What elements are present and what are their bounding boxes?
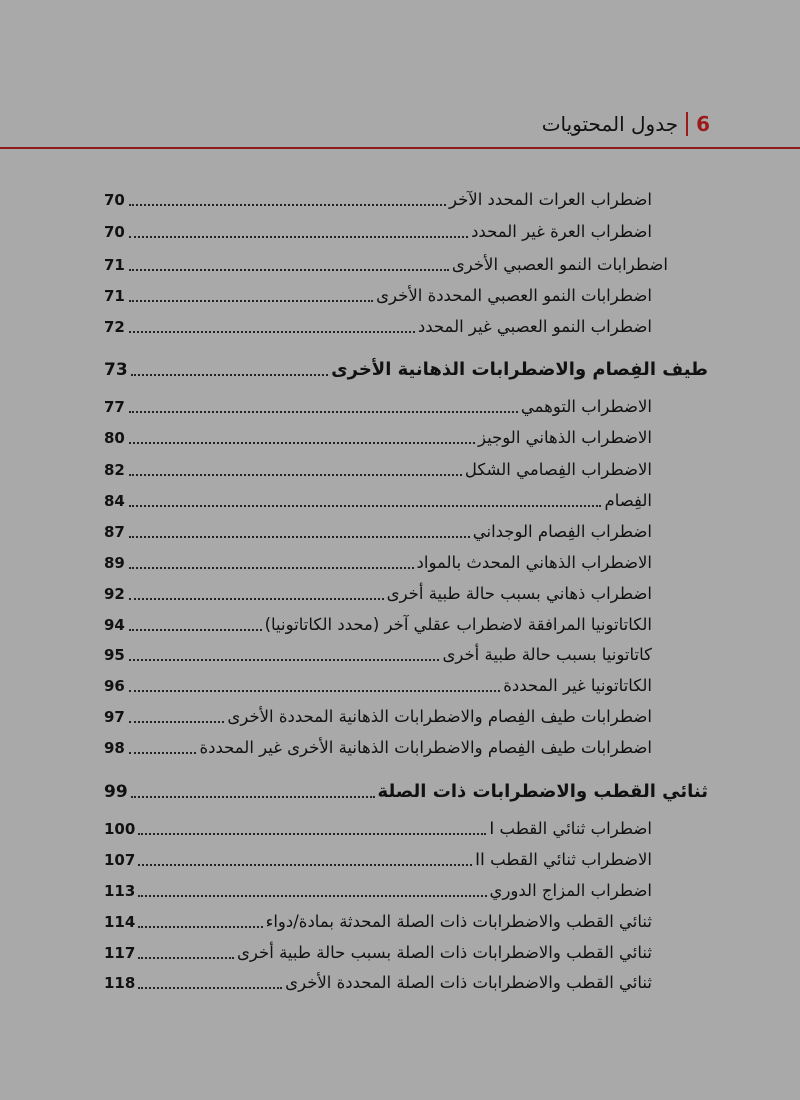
toc-page-number: 92 bbox=[104, 585, 125, 603]
dot-leader bbox=[129, 474, 462, 476]
toc-page-number: 99 bbox=[104, 782, 128, 802]
toc-page-number: 97 bbox=[104, 708, 125, 726]
toc-page-number: 89 bbox=[104, 554, 125, 572]
dot-leader bbox=[129, 442, 475, 444]
toc-page-number: 84 bbox=[104, 492, 125, 510]
dot-leader bbox=[138, 833, 486, 835]
dot-leader bbox=[138, 987, 282, 989]
toc-entry-row bbox=[104, 251, 668, 277]
toc-page-number: 100 bbox=[104, 820, 136, 838]
toc-entry-row bbox=[104, 549, 652, 575]
toc-page-number: 113 bbox=[104, 882, 136, 900]
toc-entry-row bbox=[104, 703, 652, 729]
toc-entry-row bbox=[104, 877, 652, 903]
toc-entry-title: ثنائي القطب والاضطرابات ذات الصلة المحددة الأخرى bbox=[285, 973, 652, 992]
toc-entry-row bbox=[104, 939, 652, 965]
toc-entry-title: الفِصام bbox=[604, 491, 652, 510]
toc-entry-title: اضطرابات طيف الفِصام والاضطرابات الذهانية الأخرى غير المحددة bbox=[199, 738, 652, 757]
toc-entry-title: ثنائي القطب والاضطرابات ذات الصلة bbox=[377, 781, 708, 802]
toc-entry-title: اضطراب ثنائي القطب I bbox=[489, 819, 652, 838]
toc-page-number: 82 bbox=[104, 461, 125, 479]
dot-leader bbox=[129, 331, 415, 333]
toc-entry-title: الاضطراب ثنائي القطب II bbox=[475, 850, 652, 869]
toc-entry-title: الاضطراب الذهاني الوجيز bbox=[477, 428, 652, 447]
dot-leader bbox=[129, 204, 446, 206]
dot-leader bbox=[129, 690, 500, 692]
page-header bbox=[542, 112, 710, 136]
toc-entry-row bbox=[104, 487, 652, 513]
toc-entry-row bbox=[104, 282, 652, 308]
toc-entry-title: الكاتاتونيا غير المحددة bbox=[503, 676, 652, 695]
toc-section-row bbox=[104, 352, 708, 382]
dot-leader bbox=[129, 752, 196, 754]
toc-page-number: 73 bbox=[104, 360, 128, 380]
toc-page-number: 107 bbox=[104, 851, 136, 869]
toc-entry-title: اضطرابات النمو العصبي المحددة الأخرى bbox=[376, 286, 652, 305]
toc-entry-row bbox=[104, 672, 652, 698]
toc-entry-row bbox=[104, 734, 652, 760]
dot-leader bbox=[138, 926, 262, 928]
toc-entry-title: اضطراب ذهاني بسبب حالة طبية أخرى bbox=[386, 584, 652, 603]
dot-leader bbox=[129, 629, 262, 631]
toc-entry-row bbox=[104, 313, 652, 339]
toc-entry-title: اضطراب العرات المحدد الآخر bbox=[449, 190, 652, 209]
toc-entry-row bbox=[104, 424, 652, 450]
header-divider bbox=[686, 112, 688, 136]
dot-leader bbox=[129, 567, 414, 569]
dot-leader bbox=[129, 598, 384, 600]
toc-page-number: 98 bbox=[104, 739, 125, 757]
toc-page-number: 70 bbox=[104, 223, 125, 241]
toc-page-number: 72 bbox=[104, 318, 125, 336]
toc-entry-title: الكاتاتونيا المرافقة لاضطراب عقلي آخر (محدد الكاتاتونيا) bbox=[264, 615, 652, 634]
dot-leader bbox=[129, 659, 439, 661]
toc-entry-row bbox=[104, 815, 652, 841]
toc-section-row bbox=[104, 774, 708, 804]
dot-leader bbox=[131, 796, 375, 798]
toc-page-number: 77 bbox=[104, 398, 125, 416]
toc-entry-row bbox=[104, 393, 652, 419]
dot-leader bbox=[129, 411, 518, 413]
dot-leader bbox=[129, 721, 224, 723]
toc-entry-row bbox=[104, 580, 652, 606]
dot-leader bbox=[129, 269, 449, 271]
page-title: جدول المحتويات bbox=[541, 112, 679, 136]
toc-page-number: 114 bbox=[104, 913, 136, 931]
page-number: 6 bbox=[696, 112, 710, 136]
toc-entry-title: كاتاتونيا بسبب حالة طبية أخرى bbox=[442, 645, 652, 664]
toc-entry-row bbox=[104, 186, 652, 212]
toc-page-number: 95 bbox=[104, 646, 125, 664]
toc-page-number: 87 bbox=[104, 523, 125, 541]
toc-entry-title: الاضطراب الذهاني المحدث بالمواد bbox=[416, 553, 652, 572]
toc-page-number: 70 bbox=[104, 191, 125, 209]
dot-leader bbox=[131, 374, 328, 376]
toc-entry-title: ثنائي القطب والاضطرابات ذات الصلة بسبب حالة طبية أخرى bbox=[237, 943, 652, 962]
toc-entry-title: الاضطراب التوهمي bbox=[520, 397, 652, 416]
dot-leader bbox=[129, 505, 601, 507]
toc-entry-row bbox=[104, 969, 652, 995]
toc-entry-title: اضطراب المزاج الدوري bbox=[489, 881, 652, 900]
dot-leader bbox=[138, 957, 234, 959]
toc-entry-row bbox=[104, 218, 652, 244]
toc-page-number: 96 bbox=[104, 677, 125, 695]
toc-entry-row bbox=[104, 456, 652, 482]
dot-leader bbox=[129, 236, 468, 238]
toc-entry-row bbox=[104, 611, 652, 637]
toc-entry-title: اضطراب الفِصام الوجداني bbox=[472, 522, 652, 541]
toc-entry-title: اضطرابات النمو العصبي الأخرى bbox=[451, 255, 668, 274]
toc-page-number: 117 bbox=[104, 944, 136, 962]
toc-entry-row bbox=[104, 518, 652, 544]
toc-entry-title: اضطرابات طيف الفِصام والاضطرابات الذهانية المحددة الأخرى bbox=[227, 707, 652, 726]
toc-entry-title: اضطراب النمو العصبي غير المحدد bbox=[417, 317, 652, 336]
toc-entry-row bbox=[104, 908, 652, 934]
toc-page-number: 94 bbox=[104, 616, 125, 634]
toc-entry-title: ثنائي القطب والاضطرابات ذات الصلة المحدثة بمادة/دواء bbox=[265, 912, 652, 931]
dot-leader bbox=[138, 895, 486, 897]
toc-entry-row bbox=[104, 641, 652, 667]
dot-leader bbox=[138, 864, 472, 866]
toc-entry-title: الاضطراب الفِصامي الشكل bbox=[464, 460, 652, 479]
toc-page-number: 71 bbox=[104, 256, 125, 274]
toc-page-number: 71 bbox=[104, 287, 125, 305]
toc-entry-row bbox=[104, 846, 652, 872]
toc-page-number: 80 bbox=[104, 429, 125, 447]
dot-leader bbox=[129, 300, 373, 302]
toc-page-number: 118 bbox=[104, 974, 136, 992]
toc-entry-title: طيف الفِصام والاضطرابات الذهانية الأخرى bbox=[331, 359, 708, 380]
toc-entry-title: اضطراب العرة غير المحدد bbox=[471, 222, 652, 241]
header-rule bbox=[0, 147, 800, 149]
dot-leader bbox=[129, 536, 470, 538]
